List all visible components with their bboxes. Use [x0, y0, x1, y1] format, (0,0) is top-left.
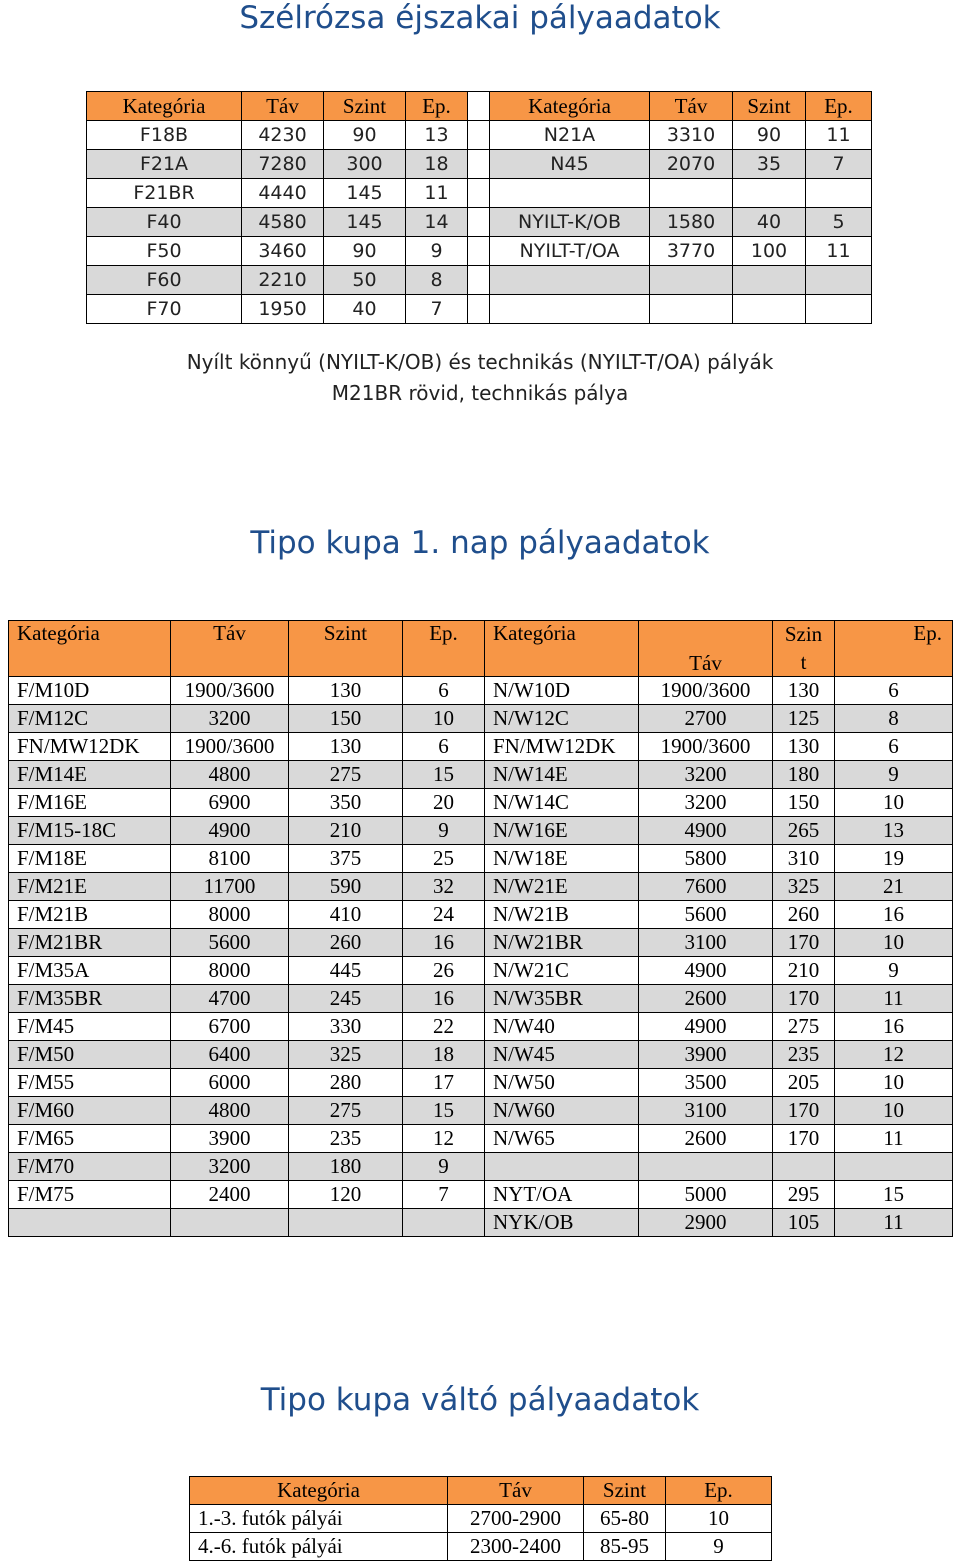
note-m21br: M21BR rövid, technikás pálya	[331, 381, 629, 405]
table-cell: 4580	[242, 208, 324, 237]
table-cell: 11	[406, 179, 468, 208]
table-cell: F/M50	[9, 1041, 171, 1069]
table-cell: 16	[835, 901, 953, 929]
table-cell: 50	[324, 266, 406, 295]
table-row	[9, 929, 953, 957]
header-cell: Kategória	[190, 1477, 448, 1505]
table-cell: 410	[289, 901, 403, 929]
table-cell: 5000	[639, 1181, 773, 1209]
table-cell: 1900/3600	[639, 733, 773, 761]
table-cell: 260	[289, 929, 403, 957]
table-cell: 7600	[639, 873, 773, 901]
table-cell: 40	[733, 208, 806, 237]
table-cell: 7280	[242, 150, 324, 179]
table-row	[9, 1041, 953, 1069]
table-cell: 210	[773, 957, 835, 985]
header-cell: Kategória	[485, 621, 639, 677]
table-cell: 10	[403, 705, 485, 733]
header-cell: Szint	[324, 92, 406, 121]
table-cell	[468, 179, 490, 208]
table-row	[9, 873, 953, 901]
table-cell: 170	[773, 1125, 835, 1153]
table-row	[9, 957, 953, 985]
table-cell: N/W21BR	[485, 929, 639, 957]
table-cell: N/W40	[485, 1013, 639, 1041]
table-cell: 11	[835, 1125, 953, 1153]
table-cell: NYILT-K/OB	[490, 208, 650, 237]
table-cell: NYT/OA	[485, 1181, 639, 1209]
table-cell	[171, 1209, 289, 1237]
table-cell: 2900	[639, 1209, 773, 1237]
table-cell: FN/MW12DK	[485, 733, 639, 761]
table-cell: 16	[403, 985, 485, 1013]
table-cell: 26	[403, 957, 485, 985]
table-cell: 280	[289, 1069, 403, 1097]
table-cell: 130	[289, 677, 403, 705]
table-cell	[468, 295, 490, 324]
table-cell: N/W50	[485, 1069, 639, 1097]
table-cell: 11	[806, 121, 872, 150]
table-cell: 11	[835, 985, 953, 1013]
header-cell: Ep.	[806, 92, 872, 121]
header-cell: Kategória	[9, 621, 171, 677]
table-cell: 4900	[171, 817, 289, 845]
header-cell: Kategória	[490, 92, 650, 121]
table-cell: 590	[289, 873, 403, 901]
table-cell: N/W16E	[485, 817, 639, 845]
table-cell: F/M60	[9, 1097, 171, 1125]
table-cell: 1580	[650, 208, 733, 237]
table-cell: 10	[835, 789, 953, 817]
table-cell: 6900	[171, 789, 289, 817]
table-cell	[485, 1153, 639, 1181]
table-cell: 15	[403, 761, 485, 789]
table-row	[9, 845, 953, 873]
table-cell	[773, 1153, 835, 1181]
table-cell	[733, 266, 806, 295]
szelrozsa-table	[86, 91, 872, 324]
table-cell: F60	[87, 266, 242, 295]
table-cell: 3900	[171, 1125, 289, 1153]
table-row	[9, 1069, 953, 1097]
table-cell: 20	[403, 789, 485, 817]
table-cell: 7	[406, 295, 468, 324]
header-cell: Ep.	[403, 621, 485, 677]
tipo-relay-table	[189, 1476, 772, 1561]
table-cell	[806, 266, 872, 295]
table-cell: 1950	[242, 295, 324, 324]
title-szelrozsa: Szélrózsa éjszakai pályaadatok	[239, 0, 721, 36]
table-cell: 10	[835, 1097, 953, 1125]
table-cell: N/W21C	[485, 957, 639, 985]
header-szint-part2: t	[800, 650, 807, 674]
table-cell: 100	[733, 237, 806, 266]
table-cell: 300	[324, 150, 406, 179]
header-cell: Táv	[650, 92, 733, 121]
table-row	[190, 1533, 772, 1561]
table-cell: 295	[773, 1181, 835, 1209]
table-row	[87, 150, 872, 179]
table-cell: 275	[773, 1013, 835, 1041]
table-cell: NYK/OB	[485, 1209, 639, 1237]
table-cell: 90	[324, 237, 406, 266]
table-cell: 2600	[639, 985, 773, 1013]
table-cell: F40	[87, 208, 242, 237]
table-cell	[9, 1209, 171, 1237]
table-header-row	[87, 92, 872, 121]
table-cell: 4900	[639, 817, 773, 845]
table-cell	[468, 266, 490, 295]
table-cell	[639, 1153, 773, 1181]
table-cell: 10	[666, 1505, 772, 1533]
table-row	[87, 208, 872, 237]
table-row	[87, 266, 872, 295]
table-cell	[490, 266, 650, 295]
table-cell	[835, 1153, 953, 1181]
table-cell: 1.-3. futók pályái	[190, 1505, 448, 1533]
table-cell: 18	[406, 150, 468, 179]
table-cell: F/M16E	[9, 789, 171, 817]
table-cell	[650, 266, 733, 295]
table-cell	[806, 179, 872, 208]
table-cell: 170	[773, 929, 835, 957]
table-cell: N/W45	[485, 1041, 639, 1069]
table-cell: 8000	[171, 901, 289, 929]
table-cell: 32	[403, 873, 485, 901]
table-row	[9, 985, 953, 1013]
table-cell: 6000	[171, 1069, 289, 1097]
table-cell: 40	[324, 295, 406, 324]
table-cell: N/W12C	[485, 705, 639, 733]
table-cell: 14	[406, 208, 468, 237]
table-row	[9, 817, 953, 845]
table-row	[9, 901, 953, 929]
table-cell: 8000	[171, 957, 289, 985]
table-cell: 6700	[171, 1013, 289, 1041]
table-cell: 120	[289, 1181, 403, 1209]
table-cell: 6400	[171, 1041, 289, 1069]
table-cell: 3200	[171, 1153, 289, 1181]
table-cell: 2300-2400	[448, 1533, 584, 1561]
table-cell: F21A	[87, 150, 242, 179]
table-cell	[806, 295, 872, 324]
table-cell	[468, 121, 490, 150]
table-cell: 4.-6. futók pályái	[190, 1533, 448, 1561]
table-cell: 130	[289, 733, 403, 761]
table-cell: 85-95	[584, 1533, 666, 1561]
table-cell: F/M18E	[9, 845, 171, 873]
table-cell: 18	[403, 1041, 485, 1069]
table-cell: F/M70	[9, 1153, 171, 1181]
table-cell: 325	[289, 1041, 403, 1069]
table-row	[9, 1209, 953, 1237]
header-cell: Ep.	[666, 1477, 772, 1505]
table-cell: NYILT-T/OA	[490, 237, 650, 266]
table-row	[9, 733, 953, 761]
table-cell: 13	[835, 817, 953, 845]
title-tipo-relay: Tipo kupa váltó pályaadatok	[260, 1382, 700, 1418]
table-cell	[468, 237, 490, 266]
table-cell: 375	[289, 845, 403, 873]
table-row	[87, 121, 872, 150]
header-cell: Táv	[639, 621, 773, 677]
table-cell: 9	[835, 957, 953, 985]
table-cell: N/W60	[485, 1097, 639, 1125]
table-row	[9, 1153, 953, 1181]
table-cell: 150	[773, 789, 835, 817]
table-cell: 3100	[639, 1097, 773, 1125]
table-cell: 12	[403, 1125, 485, 1153]
table-cell: 21	[835, 873, 953, 901]
table-cell: F70	[87, 295, 242, 324]
table-cell: N/W65	[485, 1125, 639, 1153]
table-cell: 3900	[639, 1041, 773, 1069]
table-cell: F/M55	[9, 1069, 171, 1097]
header-cell: Táv	[448, 1477, 584, 1505]
header-cell: Kategória	[87, 92, 242, 121]
table-cell: F/M65	[9, 1125, 171, 1153]
table-cell: 90	[324, 121, 406, 150]
tipo-day1-table	[8, 620, 953, 1237]
table-cell	[403, 1209, 485, 1237]
header-cell: Táv	[242, 92, 324, 121]
table-row	[87, 179, 872, 208]
table-cell: 2700	[639, 705, 773, 733]
table-cell: 6	[403, 733, 485, 761]
table-cell: 6	[835, 677, 953, 705]
table-cell: 3100	[639, 929, 773, 957]
table-row	[87, 237, 872, 266]
table-cell: F50	[87, 237, 242, 266]
table-cell	[733, 295, 806, 324]
table-cell: 275	[289, 1097, 403, 1125]
table-cell: F/M12C	[9, 705, 171, 733]
header-cell	[468, 92, 490, 121]
table-cell: 6	[835, 733, 953, 761]
table-cell: 145	[324, 179, 406, 208]
table-cell: 3200	[639, 789, 773, 817]
table-row	[9, 677, 953, 705]
table-cell: 35	[733, 150, 806, 179]
table-row	[9, 761, 953, 789]
table-cell: 9	[403, 1153, 485, 1181]
table-cell	[490, 179, 650, 208]
table-cell: FN/MW12DK	[9, 733, 171, 761]
table-cell	[650, 295, 733, 324]
table-cell: F/M75	[9, 1181, 171, 1209]
table-cell: N/W35BR	[485, 985, 639, 1013]
table-cell: 1900/3600	[639, 677, 773, 705]
table-cell: 2210	[242, 266, 324, 295]
title-tipo-day1: Tipo kupa 1. nap pályaadatok	[250, 525, 710, 561]
table-cell: 4440	[242, 179, 324, 208]
table-cell: 325	[773, 873, 835, 901]
header-cell: Ep.	[406, 92, 468, 121]
table-cell: 9	[666, 1533, 772, 1561]
table-cell: 130	[773, 677, 835, 705]
table-cell: F/M45	[9, 1013, 171, 1041]
table-cell: N/W14E	[485, 761, 639, 789]
table-cell: 330	[289, 1013, 403, 1041]
table-cell: 8100	[171, 845, 289, 873]
table-cell: N/W21B	[485, 901, 639, 929]
table-row	[87, 295, 872, 324]
table-cell: 5800	[639, 845, 773, 873]
table-cell: 11	[835, 1209, 953, 1237]
table-row	[9, 705, 953, 733]
table-cell: N21A	[490, 121, 650, 150]
table-cell: 22	[403, 1013, 485, 1041]
table-cell: 2070	[650, 150, 733, 179]
table-cell	[733, 179, 806, 208]
header-cell: Szint	[733, 92, 806, 121]
table-cell: 1900/3600	[171, 733, 289, 761]
table-row	[9, 1125, 953, 1153]
header-cell	[773, 621, 835, 677]
table-cell: 3500	[639, 1069, 773, 1097]
table-cell: 3460	[242, 237, 324, 266]
table-cell: 10	[835, 929, 953, 957]
table-cell: 145	[324, 208, 406, 237]
table-cell: 310	[773, 845, 835, 873]
table-cell: 210	[289, 817, 403, 845]
table-cell: 2600	[639, 1125, 773, 1153]
table-cell: 180	[773, 761, 835, 789]
table-cell: 2400	[171, 1181, 289, 1209]
table-cell: F/M15-18C	[9, 817, 171, 845]
table-cell: 3770	[650, 237, 733, 266]
table-cell: F/M21E	[9, 873, 171, 901]
table-cell: 13	[406, 121, 468, 150]
table-cell: 8	[835, 705, 953, 733]
table-cell: 125	[773, 705, 835, 733]
table-cell: F/M21B	[9, 901, 171, 929]
table-cell: F18B	[87, 121, 242, 150]
table-cell: 235	[773, 1041, 835, 1069]
table-cell: 265	[773, 817, 835, 845]
table-cell: 12	[835, 1041, 953, 1069]
table-cell	[468, 208, 490, 237]
table-cell: N/W10D	[485, 677, 639, 705]
table-cell: 15	[403, 1097, 485, 1125]
table-cell: 170	[773, 985, 835, 1013]
table-row	[9, 1097, 953, 1125]
header-szint-part1: Szin	[784, 622, 823, 646]
table-cell: 130	[773, 733, 835, 761]
table-cell: 5	[806, 208, 872, 237]
note-open-courses: Nyílt könnyű (NYILT-K/OB) és technikás (NYILT-T/OA) pályák	[186, 350, 774, 374]
table-cell: F21BR	[87, 179, 242, 208]
table-cell: F/M35BR	[9, 985, 171, 1013]
table-cell: 16	[835, 1013, 953, 1041]
table-cell: 9	[403, 817, 485, 845]
table-cell: 4800	[171, 1097, 289, 1125]
table-cell: 3310	[650, 121, 733, 150]
table-cell: 9	[406, 237, 468, 266]
table-cell: 180	[289, 1153, 403, 1181]
table-cell: 2700-2900	[448, 1505, 584, 1533]
table-cell: 3200	[171, 705, 289, 733]
table-cell: 4700	[171, 985, 289, 1013]
table-header-row	[190, 1477, 772, 1505]
table-cell: 260	[773, 901, 835, 929]
table-cell: 15	[835, 1181, 953, 1209]
table-cell: 205	[773, 1069, 835, 1097]
table-cell: 235	[289, 1125, 403, 1153]
table-cell	[468, 150, 490, 179]
table-cell: N/W14C	[485, 789, 639, 817]
table-cell: 4230	[242, 121, 324, 150]
table-cell: 4900	[639, 957, 773, 985]
table-cell: 5600	[639, 901, 773, 929]
header-cell: Szint	[584, 1477, 666, 1505]
header-cell: Ep.	[835, 621, 953, 677]
table-cell: F/M21BR	[9, 929, 171, 957]
table-cell: 8	[406, 266, 468, 295]
table-cell: 16	[403, 929, 485, 957]
table-cell: 90	[733, 121, 806, 150]
table-cell: 4800	[171, 761, 289, 789]
table-cell: 11700	[171, 873, 289, 901]
table-cell: 4900	[639, 1013, 773, 1041]
table-cell: 150	[289, 705, 403, 733]
table-cell: 10	[835, 1069, 953, 1097]
table-cell: 25	[403, 845, 485, 873]
table-cell: 17	[403, 1069, 485, 1097]
table-cell	[289, 1209, 403, 1237]
table-cell: 19	[835, 845, 953, 873]
table-cell: F/M14E	[9, 761, 171, 789]
table-cell: 245	[289, 985, 403, 1013]
table-cell: 275	[289, 761, 403, 789]
header-cell: Táv	[171, 621, 289, 677]
table-cell: 7	[403, 1181, 485, 1209]
table-cell	[650, 179, 733, 208]
table-header-row	[9, 621, 953, 677]
table-cell: 5600	[171, 929, 289, 957]
table-cell: 11	[806, 237, 872, 266]
table-cell: 3200	[639, 761, 773, 789]
table-cell: 350	[289, 789, 403, 817]
table-row	[9, 789, 953, 817]
table-cell: 24	[403, 901, 485, 929]
table-cell: N/W18E	[485, 845, 639, 873]
table-cell: 105	[773, 1209, 835, 1237]
table-cell: 1900/3600	[171, 677, 289, 705]
table-cell: F/M35A	[9, 957, 171, 985]
table-cell: 65-80	[584, 1505, 666, 1533]
table-cell: 6	[403, 677, 485, 705]
table-cell: 9	[835, 761, 953, 789]
table-row	[190, 1505, 772, 1533]
header-cell: Szint	[289, 621, 403, 677]
table-cell: F/M10D	[9, 677, 171, 705]
table-cell: 170	[773, 1097, 835, 1125]
table-row	[9, 1181, 953, 1209]
table-cell: 7	[806, 150, 872, 179]
table-cell: N45	[490, 150, 650, 179]
table-cell	[490, 295, 650, 324]
table-cell: 445	[289, 957, 403, 985]
table-cell: N/W21E	[485, 873, 639, 901]
table-row	[9, 1013, 953, 1041]
